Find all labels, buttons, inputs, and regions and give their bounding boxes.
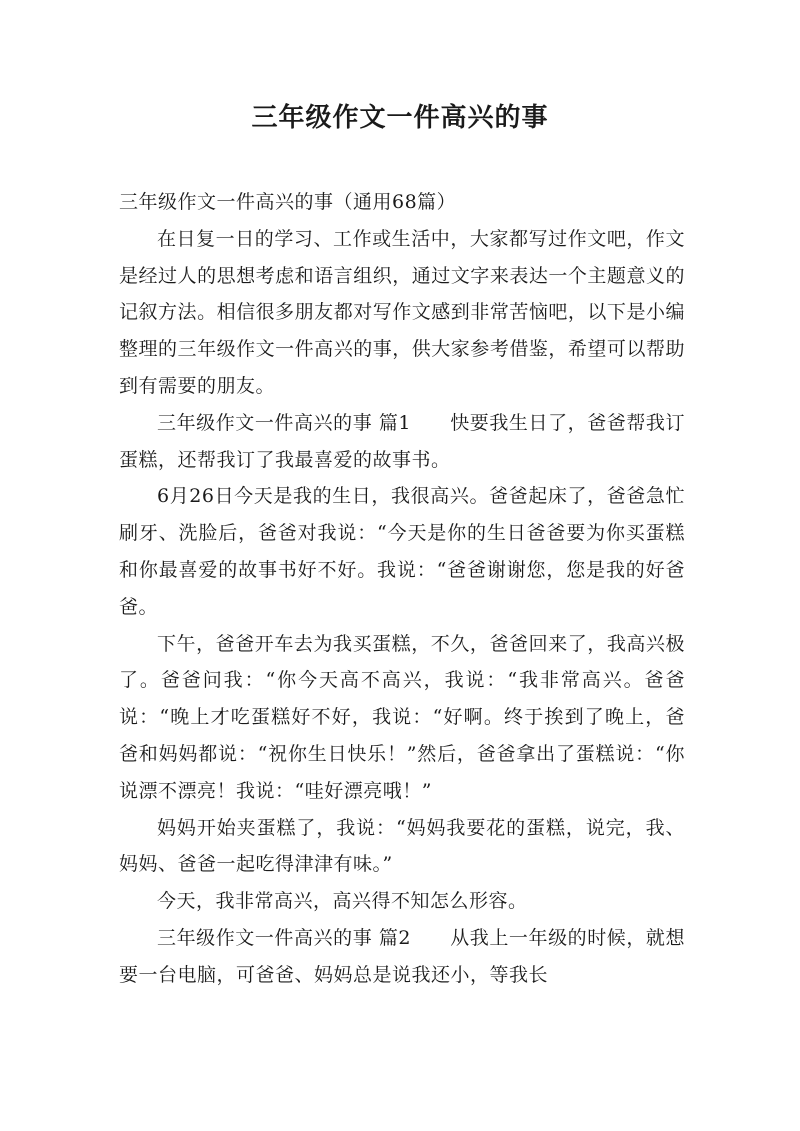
document-body <box>119 184 685 994</box>
paragraph-subtitle: 三年级作文一件高兴的事（通用68篇） <box>119 191 457 213</box>
document-title: 三年级作文一件高兴的事 <box>251 103 549 133</box>
paragraph: 妈妈开始夹蛋糕了，我说：“妈妈我要花的蛋糕，说完，我、妈妈、爸爸一起吃得津津有味。” <box>119 816 685 876</box>
paragraph-intro: 在日复一日的学习、工作或生活中，大家都写过作文吧，作文是经过人的思想考虑和语言组织，通过文字来表达一个主题意义的记叙方法。相信很多朋友都对写作文感到非常苦恼吧，以下是小编整理的三年级作文一件高兴的事，供大家参考借鉴，希望可以帮助到有需要的朋友。 <box>119 227 685 397</box>
paragraph: 6月26日今天是我的生日，我很高兴。爸爸起床了，爸爸急忙刷牙、洗脸后，爸爸对我说：“今天是你的生日爸爸要为你买蛋糕和你最喜爱的故事书好不好。我说：“爸爸谢谢您，您是我的好爸爸。 <box>119 485 685 618</box>
paragraph: 今天，我非常高兴，高兴得不知怎么形容。 <box>157 890 528 913</box>
paragraph-essay-1-heading: 三年级作文一件高兴的事 篇1 快要我生日了，爸爸帮我订蛋糕，还帮我订了我最喜爱的故事书。 <box>119 411 685 471</box>
paragraph-essay-2-heading: 三年级作文一件高兴的事 篇2 从我上一年级的时候，就想要一台电脑，可爸爸、妈妈总是说我还小，等我长 <box>119 926 685 986</box>
paragraph: 下午，爸爸开车去为我买蛋糕，不久，爸爸回来了，我高兴极了。爸爸问我：“你今天高不高兴，我说：“我非常高兴。爸爸说：“晚上才吃蛋糕好不好，我说：“好啊。终于挨到了晚上，爸爸和妈妈都说：“祝你生日快乐！”然后，爸爸拿出了蛋糕说：“你说漂不漂亮！我说：“哇好漂亮哦！” <box>119 632 685 802</box>
